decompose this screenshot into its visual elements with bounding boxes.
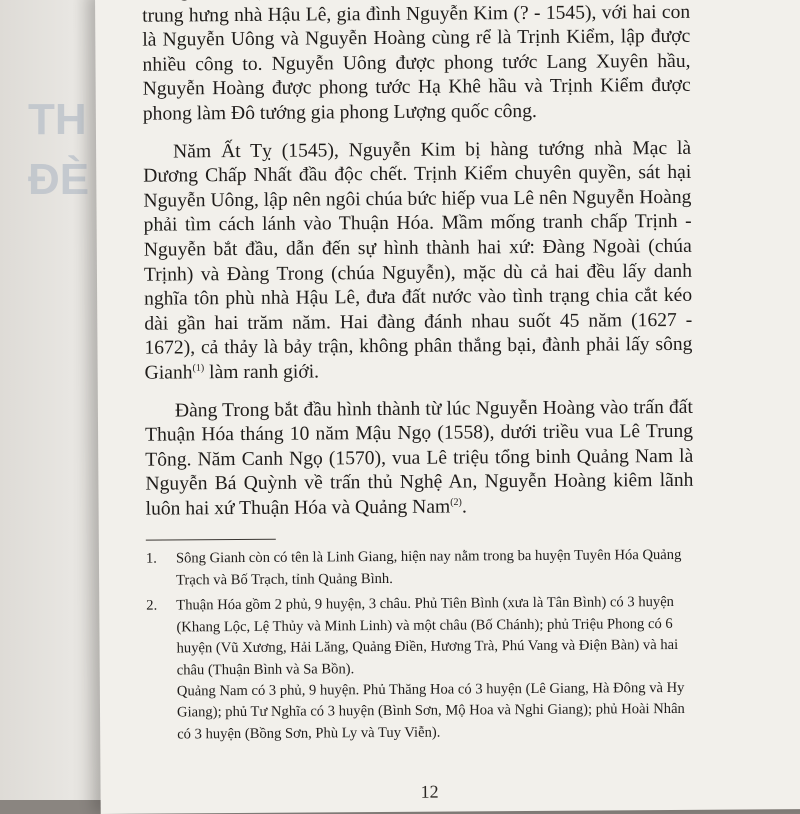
book-page [95, 0, 800, 814]
footnote-ref-2: (2) [450, 496, 462, 508]
paragraph-trinh-nguyen-text: Năm Ất Tỵ (1545), Nguyễn Kim bị hàng tướng nhà Mạc là Dương Chấp Nhất đầu độc chết. Trịnh Kiểm chuyên quyền, sát hại Nguyễn Uông, lập nên ngôi chúa bức hiếp vua Lê nên Nguyễn Hoàng phải tìm cách lánh vào Thuận Hóa. Mầm mống tranh chấp Trịnh - Nguyễn bắt đầu, dẫn đến sự hình thành hai xứ: Đàng Ngoài (chúa Trịnh) và Đàng Trong (chúa Nguyễn), mặc dù cả hai đều lấy danh nghĩa tôn phù nhà Hậu Lê, đưa đất nước vào tình trạng chia cắt kéo dài gần hai trăm năm. Hai đàng đánh nhau suốt 45 năm (1627 - 1672), cả thảy là bảy trận, không phân thắng bại, đành phải lấy sông Gianh [143, 137, 693, 384]
paragraph-intro-text: trung hưng nhà Hậu Lê, gia đình Nguyễn Kim (? - 1545), với hai con là Nguyễn Uông và Nguyễn Hoàng cùng rể là Trịnh Kiểm, lập được nhiều công to. Nguyễn Uông được phong tước Lang Xuyên hầu, Nguyễn Hoàng được phong tước Hạ Khê hầu và Trịnh Kiểm được phong làm Đô tướng gia phong Lượng quốc công. [142, 1, 691, 125]
paragraph-dang-trong [145, 395, 694, 522]
paragraph-intro [142, 0, 691, 127]
footnote-2-body [176, 592, 695, 745]
paragraph-dang-trong-tail: . [461, 496, 467, 518]
footnote-2-text-continued: Quảng Nam có 3 phủ, 9 huyện. Phủ Thăng Hoa có 3 huyện (Lê Giang, Hà Đông và Hy Giang); phủ Tư Nghĩa có 3 huyện (Bình Sơn, Mộ Hoa và Nghi Giang); phủ Hoài Nhân có 3 huyện (Bồng Sơn, Phù Ly và Tuy Viễn). [176, 679, 685, 743]
footnote-1-number: 1. [145, 551, 157, 568]
footnote-2-number: 2. [146, 597, 158, 614]
footnote-1 [146, 545, 694, 592]
footnote-divider [146, 539, 276, 541]
footnote-2 [146, 592, 695, 746]
footnote-2-text: Thuận Hóa gồm 2 phủ, 9 huyện, 3 châu. Phủ Tiên Bình (xưa là Tân Bình) có 3 huyện (Khang Lộc, Lệ Thủy và Minh Linh) và một châu (Bố Chánh); phủ Triệu Phong có 6 huyện (Vũ Xương, Hải Lăng, Quảng Điền, Hương Trà, Phú Vang và Điện Bàn) và hai châu (Thuận Bình và Sa Bồn). [176, 594, 679, 678]
paragraph-dang-trong-text: Đàng Trong bắt đầu hình thành từ lúc Nguyễn Hoàng vào trấn đất Thuận Hóa tháng 10 năm Mậu Ngọ (1558), dưới triều vua Lê Trung Tông. Năm Canh Ngọ (1570), vua Lê triệu tổng binh Quảng Nam là Nguyễn Bá Quỳnh về trấn thủ Nghệ An, Nguyễn Hoàng kiêm lãnh luôn hai xứ Thuận Hóa và Quảng Nam [145, 396, 694, 520]
page-text [142, 0, 695, 750]
page-number: 12 [420, 781, 439, 802]
paragraph-trinh-nguyen-tail: làm ranh giới. [204, 361, 320, 384]
footnote-ref-1: (1) [192, 362, 205, 374]
paragraph-trinh-nguyen [143, 136, 693, 386]
background-book-print: TH ĐÈ [28, 95, 90, 204]
footnote-1-text: Sông Gianh còn có tên là Linh Giang, hiện nay nằm trong ba huyện Tuyên Hóa Quảng Trạch và Bố Trạch, tỉnh Quảng Bình. [175, 547, 682, 589]
